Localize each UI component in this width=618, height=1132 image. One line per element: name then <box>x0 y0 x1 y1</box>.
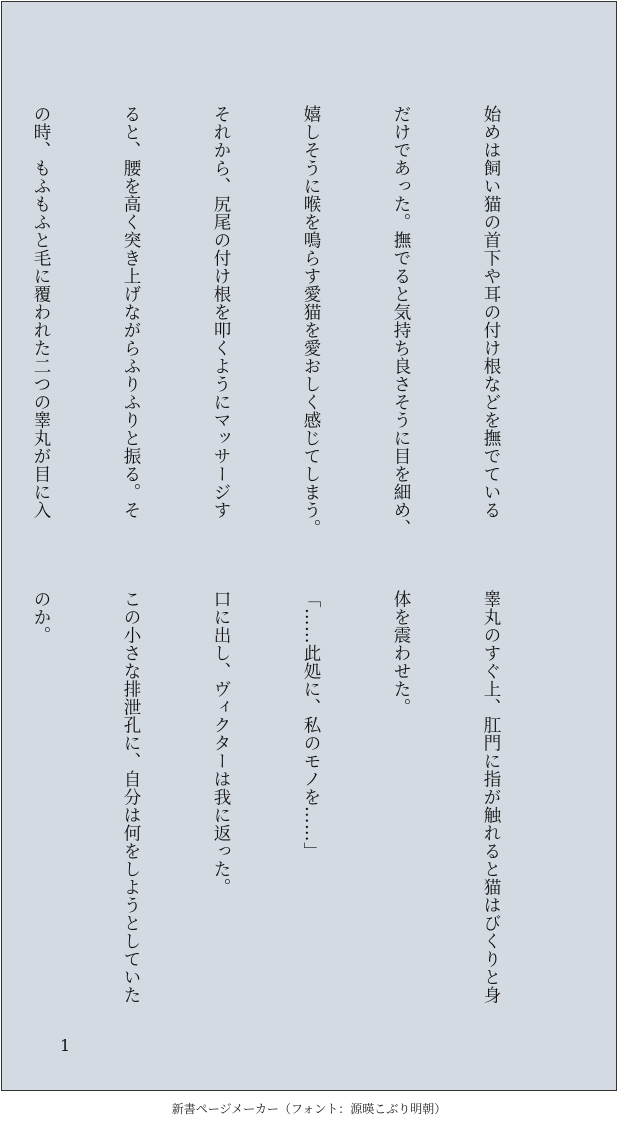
lower-text-block <box>0 590 566 1020</box>
text-line: それから、尻尾の付け根を叩くようにマッサージす <box>211 105 231 519</box>
text-line: 嬉しそうに喉を鳴らす愛猫を愛おしく感じてしまう。 <box>301 105 321 537</box>
upper-text-block <box>0 105 566 575</box>
text-line: この小さな排泄孔に、自分は何をしようとしていた <box>121 590 141 1004</box>
text-line: 「……此処に、私のモノを……」 <box>301 590 321 860</box>
text-line: の時、もふもふと毛に覆われた二つの睾丸が目に入 <box>31 105 51 519</box>
page-number: 1 <box>60 1036 71 1055</box>
text-line: 始めは飼い猫の首下や耳の付け根などを撫でている <box>481 105 501 519</box>
footer-credit: 新書ページメーカー（フォント：源暎こぶり明朝） <box>171 1102 447 1116</box>
text-line: 体を震わせた。 <box>391 590 411 716</box>
text-line: 口に出し、ヴィクターは我に返った。 <box>211 590 231 896</box>
text-line: のか。 <box>31 590 51 644</box>
book-page <box>1 1 617 1091</box>
text-line: ると、腰を高く突き上げながらふりふりと振る。そ <box>121 105 141 519</box>
text-line: 睾丸のすぐ上、肛門に指が触れると猫はびくりと身 <box>481 590 501 1004</box>
text-line: だけであった。撫でると気持ち良さそうに目を細め、 <box>391 105 411 537</box>
